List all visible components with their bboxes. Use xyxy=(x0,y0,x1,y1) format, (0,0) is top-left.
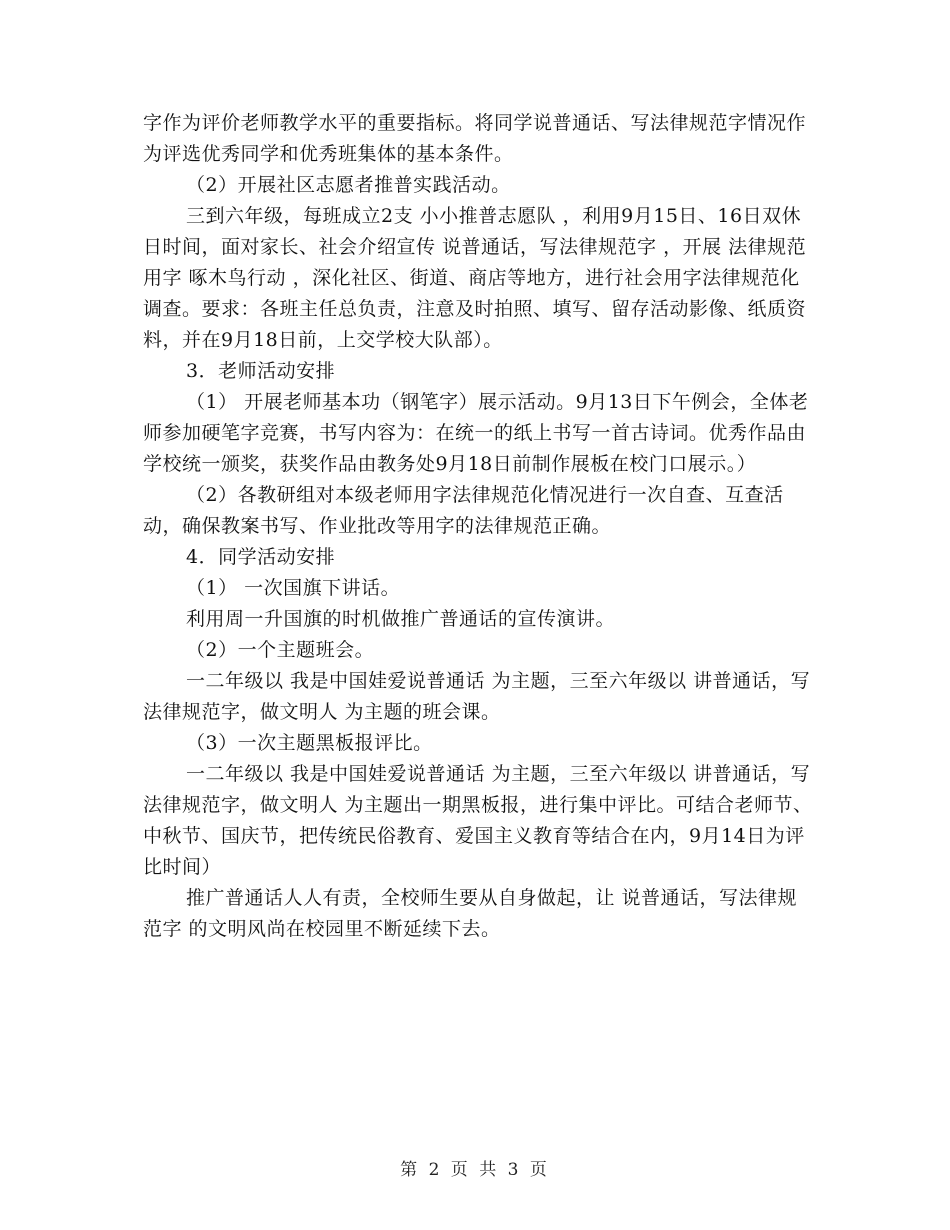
document-body xyxy=(143,108,813,945)
paragraph: （2）一个主题班会。 xyxy=(186,639,375,661)
paragraph: （3）一次主题黑板报评比。 xyxy=(186,732,433,754)
paragraph: 一二年级以 我是中国娃爱说普通话 为主题，三至六年级以 讲普通话，写法律规范字，做文明人 为主题出一期黑板报，进行集中评比。可结合老师节、中秋节、国庆节，把传统民俗教育、爱国主义教育等结合在内，9月14日为评比时间） xyxy=(143,763,813,878)
paragraph: （1） 一次国旗下讲话。 xyxy=(186,577,401,599)
paragraph: （2）各教研组对本级老师用字法律规范化情况进行一次自查、互查活动，确保教案书写、作业批改等用字的法律规范正确。 xyxy=(143,484,784,537)
paragraph: 三到六年级，每班成立2支 小小推普志愿队 ，利用9月15日、16日双休日时间，面对家长、社会介绍宣传 说普通话，写法律规范字 ，开展 法律规范用字 啄木鸟行动 ，深化社区、街道、商店等地方，进行社会用字法律规范化调查。要求：各班主任总负责，注意及时拍照、填写、留存活动影像、纸质资料，并在9月18日前，上交学校大队部）。 xyxy=(143,205,807,351)
paragraph: （1） 开展老师基本功（钢笔字）展示活动。9月13日下午例会，全体老师参加硬笔字竞赛，书写内容为：在统一的纸上书写一首古诗词。优秀作品由学校统一颁奖，获奖作品由教务处9月18日前制作展板在校门口展示。） xyxy=(143,391,809,475)
paragraph: 推广普通话人人有责，全校师生要从自身做起，让 说普通话，写法律规范字 的文明风尚在校园里不断延续下去。 xyxy=(143,887,798,940)
paragraph: 一二年级以 我是中国娃爱说普通话 为主题，三至六年级以 讲普通话，写法律规范字，做文明人 为主题的班会课。 xyxy=(143,670,811,723)
paragraph: 4．同学活动安排 xyxy=(186,546,336,568)
paragraph: （2）开展社区志愿者推普实践活动。 xyxy=(186,174,511,196)
paragraph: 字作为评价老师教学水平的重要指标。将同学说普通话、写法律规范字情况作为评选优秀同学和优秀班集体的基本条件。 xyxy=(143,112,807,165)
page-footer: 第 2 页 共 3 页 xyxy=(400,1160,550,1180)
paragraph: 利用周一升国旗的时机做推广普通话的宣传演讲。 xyxy=(186,608,616,630)
paragraph: 3．老师活动安排 xyxy=(186,360,336,382)
